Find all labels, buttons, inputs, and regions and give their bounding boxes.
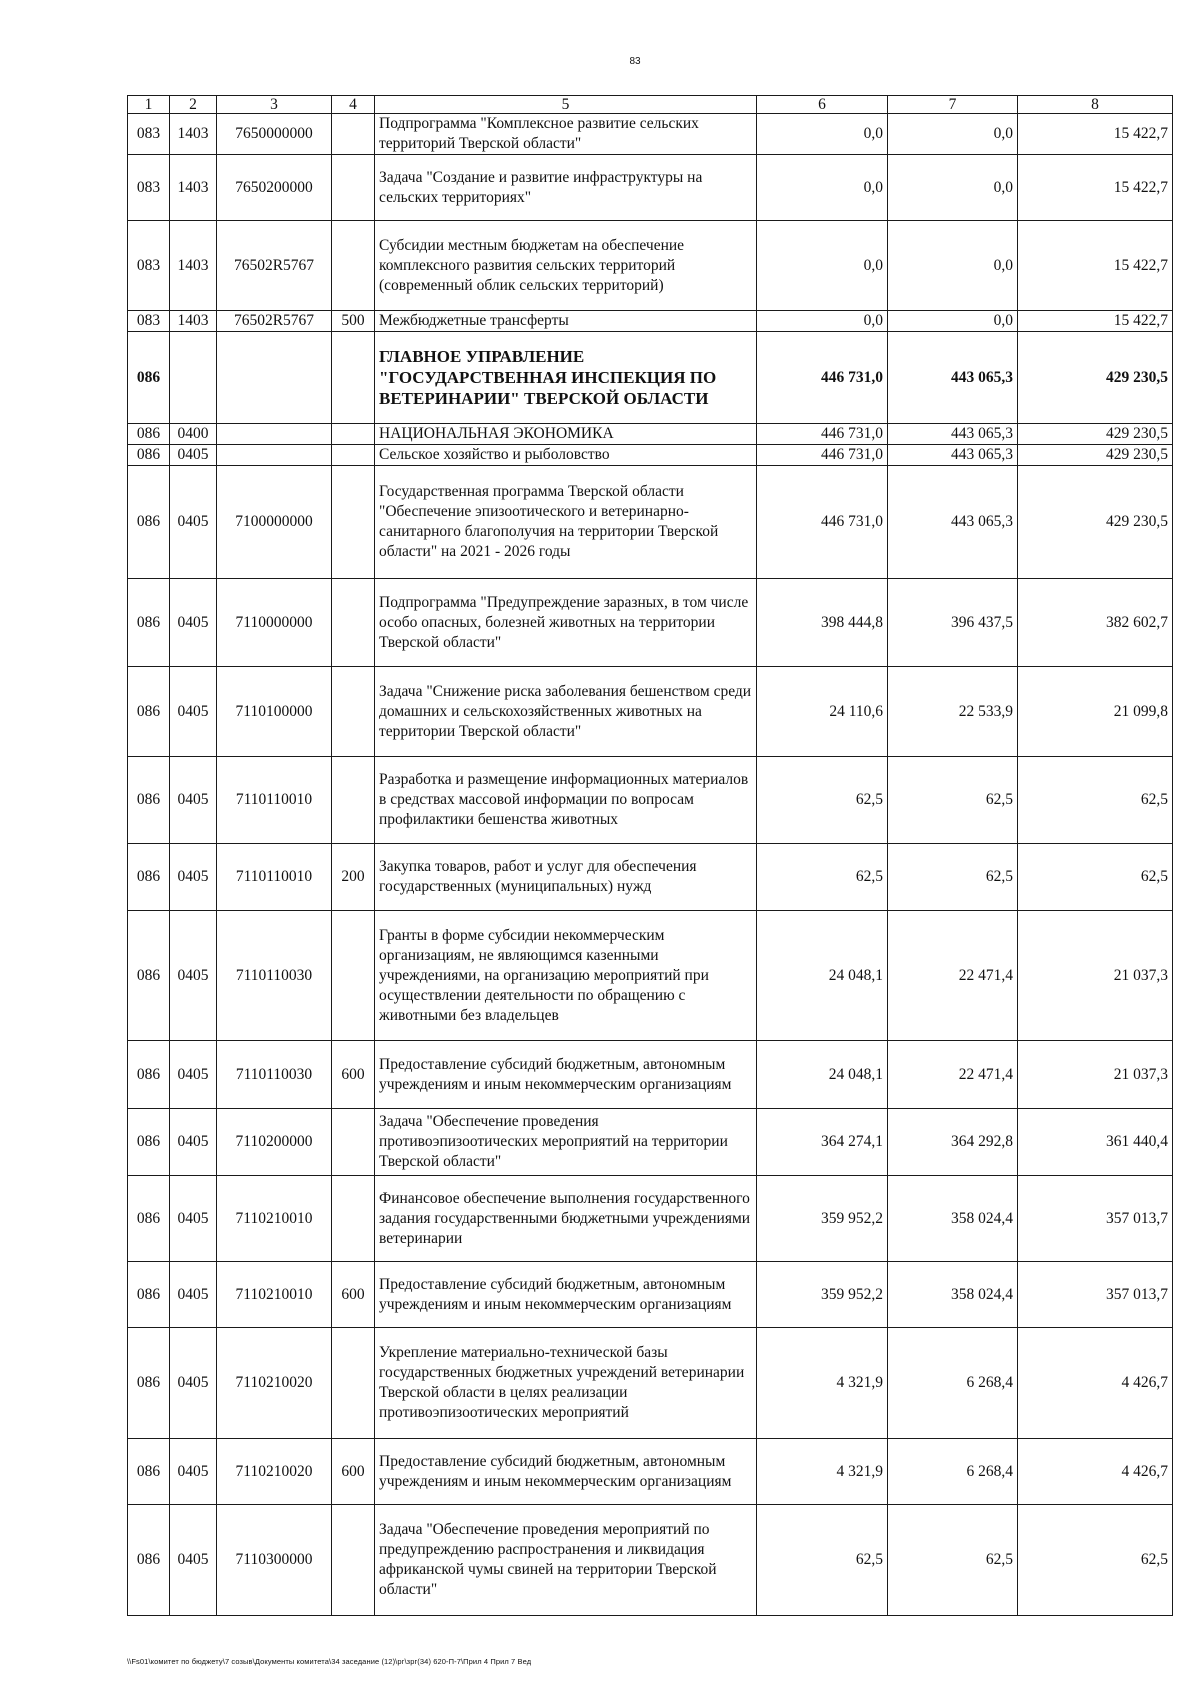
ministry-code-cell: 086 <box>128 1505 170 1616</box>
amount-2024-cell: 446 731,0 <box>757 466 888 579</box>
target-item-cell: 7110200000 <box>217 1109 332 1176</box>
target-item-cell: 76502R5767 <box>217 221 332 311</box>
description-cell: Задача "Обеспечение проведения мероприятий по предупреждению распространения и ликвидация африканской чумы свиней на территории Тверской области" <box>375 1505 757 1616</box>
target-item-cell <box>217 332 332 424</box>
ministry-code-cell: 083 <box>128 114 170 155</box>
amount-2026-cell: 357 013,7 <box>1018 1176 1173 1262</box>
table-row <box>128 579 1173 667</box>
target-item-cell: 76502R5767 <box>217 311 332 332</box>
target-item-cell: 7110110010 <box>217 844 332 911</box>
ministry-code-cell: 086 <box>128 844 170 911</box>
amount-2026-cell: 21 099,8 <box>1018 667 1173 757</box>
header-cell: 1 <box>128 96 170 114</box>
ministry-code-cell: 086 <box>128 1262 170 1328</box>
amount-2026-cell: 21 037,3 <box>1018 1041 1173 1109</box>
amount-2026-cell: 429 230,5 <box>1018 424 1173 445</box>
ministry-code-cell: 086 <box>128 466 170 579</box>
expense-type-cell: 600 <box>332 1041 375 1109</box>
description-cell: Задача "Обеспечение проведения противоэпизоотических мероприятий на территории Тверской области" <box>375 1109 757 1176</box>
expense-type-cell <box>332 757 375 844</box>
footer-file-path: \\Fs01\комитет по бюджету\7 созыв\Документы комитета\34 заседание (12)\рг\зрг(34) 620-П-7\Прил 4 Прил 7 Вед <box>127 1657 532 1666</box>
section-code-cell: 0405 <box>170 1262 217 1328</box>
description-cell: Субсидии местным бюджетам на обеспечение комплексного развития сельских территорий (современный облик сельских территорий) <box>375 221 757 311</box>
section-code-cell: 1403 <box>170 311 217 332</box>
section-code-cell: 0405 <box>170 445 217 466</box>
description-cell: Задача "Снижение риска заболевания бешенством среди домашних и сельскохозяйственных животных на территории Тверской области" <box>375 667 757 757</box>
expense-type-cell: 200 <box>332 844 375 911</box>
header-cell: 3 <box>217 96 332 114</box>
ministry-code-cell: 086 <box>128 332 170 424</box>
ministry-code-cell: 086 <box>128 445 170 466</box>
amount-2026-cell: 62,5 <box>1018 1505 1173 1616</box>
description-cell: Разработка и размещение информационных материалов в средствах массовой информации по вопросам профилактики бешенства животных <box>375 757 757 844</box>
amount-2024-cell: 24 048,1 <box>757 911 888 1041</box>
description-cell: ГЛАВНОЕ УПРАВЛЕНИЕ "ГОСУДАРСТВЕННАЯ ИНСПЕКЦИЯ ПО ВЕТЕРИНАРИИ" ТВЕРСКОЙ ОБЛАСТИ <box>375 332 757 424</box>
header-cell: 5 <box>375 96 757 114</box>
target-item-cell: 7650200000 <box>217 155 332 221</box>
ministry-code-cell: 086 <box>128 1109 170 1176</box>
amount-2026-cell: 382 602,7 <box>1018 579 1173 667</box>
table-row <box>128 1328 1173 1439</box>
description-cell: Межбюджетные трансферты <box>375 311 757 332</box>
table-row <box>128 757 1173 844</box>
target-item-cell <box>217 424 332 445</box>
description-cell: Гранты в форме субсидии некоммерческим организациям, не являющимся казенными учреждениями, на организацию мероприятий при осуществлении деятельности по обращению с животными без владельцев <box>375 911 757 1041</box>
description-cell: Сельское хозяйство и рыболовство <box>375 445 757 466</box>
table-row <box>128 221 1173 311</box>
amount-2025-cell: 22 533,9 <box>888 667 1018 757</box>
page-number: 83 <box>629 56 641 67</box>
section-code-cell <box>170 332 217 424</box>
amount-2026-cell: 62,5 <box>1018 844 1173 911</box>
amount-2026-cell: 21 037,3 <box>1018 911 1173 1041</box>
header-cell: 7 <box>888 96 1018 114</box>
expense-type-cell: 500 <box>332 311 375 332</box>
target-item-cell: 7110210010 <box>217 1176 332 1262</box>
target-item-cell: 7110210020 <box>217 1328 332 1439</box>
section-code-cell: 0405 <box>170 1109 217 1176</box>
amount-2025-cell: 0,0 <box>888 155 1018 221</box>
description-cell: Предоставление субсидий бюджетным, автономным учреждениям и иным некоммерческим организациям <box>375 1262 757 1328</box>
expense-type-cell <box>332 911 375 1041</box>
expense-type-cell <box>332 445 375 466</box>
amount-2025-cell: 6 268,4 <box>888 1439 1018 1505</box>
amount-2026-cell: 15 422,7 <box>1018 155 1173 221</box>
description-cell: Предоставление субсидий бюджетным, автономным учреждениям и иным некоммерческим организациям <box>375 1041 757 1109</box>
ministry-code-cell: 086 <box>128 757 170 844</box>
amount-2024-cell: 0,0 <box>757 155 888 221</box>
ministry-code-cell: 083 <box>128 155 170 221</box>
section-code-cell: 0405 <box>170 911 217 1041</box>
section-code-cell: 1403 <box>170 114 217 155</box>
table-row <box>128 911 1173 1041</box>
amount-2026-cell: 4 426,7 <box>1018 1439 1173 1505</box>
amount-2025-cell: 396 437,5 <box>888 579 1018 667</box>
amount-2025-cell: 22 471,4 <box>888 911 1018 1041</box>
section-code-cell: 0405 <box>170 1176 217 1262</box>
expense-type-cell <box>332 1328 375 1439</box>
header-cell: 4 <box>332 96 375 114</box>
ministry-code-cell: 086 <box>128 911 170 1041</box>
amount-2024-cell: 446 731,0 <box>757 424 888 445</box>
description-cell: Предоставление субсидий бюджетным, автономным учреждениям и иным некоммерческим организациям <box>375 1439 757 1505</box>
amount-2024-cell: 446 731,0 <box>757 445 888 466</box>
amount-2025-cell: 443 065,3 <box>888 424 1018 445</box>
table-row <box>128 1109 1173 1176</box>
amount-2024-cell: 364 274,1 <box>757 1109 888 1176</box>
ministry-code-cell: 086 <box>128 1176 170 1262</box>
section-code-cell: 0405 <box>170 1505 217 1616</box>
amount-2026-cell: 361 440,4 <box>1018 1109 1173 1176</box>
amount-2026-cell: 429 230,5 <box>1018 445 1173 466</box>
amount-2024-cell: 62,5 <box>757 757 888 844</box>
target-item-cell: 7110210010 <box>217 1262 332 1328</box>
ministry-code-cell: 086 <box>128 1328 170 1439</box>
amount-2024-cell: 4 321,9 <box>757 1328 888 1439</box>
expense-type-cell <box>332 221 375 311</box>
expense-type-cell <box>332 155 375 221</box>
amount-2024-cell: 359 952,2 <box>757 1262 888 1328</box>
section-code-cell: 0405 <box>170 1328 217 1439</box>
amount-2024-cell: 62,5 <box>757 1505 888 1616</box>
table-row <box>128 466 1173 579</box>
amount-2026-cell: 62,5 <box>1018 757 1173 844</box>
expense-type-cell <box>332 1109 375 1176</box>
description-cell: НАЦИОНАЛЬНАЯ ЭКОНОМИКА <box>375 424 757 445</box>
expense-type-cell <box>332 579 375 667</box>
description-cell: Государственная программа Тверской области "Обеспечение эпизоотического и ветеринарно-санитарного благополучия на территории Тверской области" на 2021 - 2026 годы <box>375 466 757 579</box>
section-code-cell: 0405 <box>170 1041 217 1109</box>
section-code-cell: 0405 <box>170 579 217 667</box>
header-cell: 8 <box>1018 96 1173 114</box>
amount-2024-cell: 0,0 <box>757 114 888 155</box>
section-code-cell: 0405 <box>170 844 217 911</box>
amount-2025-cell: 0,0 <box>888 114 1018 155</box>
amount-2024-cell: 24 048,1 <box>757 1041 888 1109</box>
ministry-code-cell: 083 <box>128 311 170 332</box>
expense-type-cell <box>332 424 375 445</box>
amount-2026-cell: 15 422,7 <box>1018 114 1173 155</box>
target-item-cell: 7110100000 <box>217 667 332 757</box>
description-cell: Подпрограмма "Предупреждение заразных, в том числе особо опасных, болезней животных на территории Тверской области" <box>375 579 757 667</box>
description-cell: Закупка товаров, работ и услуг для обеспечения государственных (муниципальных) нужд <box>375 844 757 911</box>
target-item-cell: 7100000000 <box>217 466 332 579</box>
table-row <box>128 667 1173 757</box>
target-item-cell: 7650000000 <box>217 114 332 155</box>
expense-type-cell <box>332 667 375 757</box>
target-item-cell: 7110210020 <box>217 1439 332 1505</box>
amount-2025-cell: 0,0 <box>888 221 1018 311</box>
header-cell: 6 <box>757 96 888 114</box>
amount-2025-cell: 364 292,8 <box>888 1109 1018 1176</box>
amount-2024-cell: 0,0 <box>757 311 888 332</box>
amount-2025-cell: 443 065,3 <box>888 332 1018 424</box>
amount-2026-cell: 357 013,7 <box>1018 1262 1173 1328</box>
section-code-cell: 1403 <box>170 221 217 311</box>
ministry-code-cell: 086 <box>128 1439 170 1505</box>
amount-2024-cell: 4 321,9 <box>757 1439 888 1505</box>
section-code-cell: 0405 <box>170 1439 217 1505</box>
expense-type-cell <box>332 332 375 424</box>
amount-2026-cell: 429 230,5 <box>1018 332 1173 424</box>
table-row <box>128 445 1173 466</box>
section-code-cell: 1403 <box>170 155 217 221</box>
amount-2024-cell: 359 952,2 <box>757 1176 888 1262</box>
section-code-cell: 0405 <box>170 757 217 844</box>
target-item-cell: 7110300000 <box>217 1505 332 1616</box>
section-code-cell: 0405 <box>170 466 217 579</box>
target-item-cell: 7110110010 <box>217 757 332 844</box>
amount-2025-cell: 358 024,4 <box>888 1176 1018 1262</box>
target-item-cell: 7110110030 <box>217 911 332 1041</box>
expense-type-cell <box>332 114 375 155</box>
amount-2025-cell: 22 471,4 <box>888 1041 1018 1109</box>
table-row <box>128 1262 1173 1328</box>
ministry-code-cell: 086 <box>128 579 170 667</box>
table-header-row <box>128 96 1173 114</box>
ministry-code-cell: 086 <box>128 424 170 445</box>
expense-type-cell: 600 <box>332 1262 375 1328</box>
amount-2025-cell: 62,5 <box>888 1505 1018 1616</box>
amount-2025-cell: 443 065,3 <box>888 466 1018 579</box>
amount-2024-cell: 0,0 <box>757 221 888 311</box>
expense-type-cell <box>332 466 375 579</box>
ministry-code-cell: 083 <box>128 221 170 311</box>
amount-2024-cell: 62,5 <box>757 844 888 911</box>
amount-2026-cell: 15 422,7 <box>1018 221 1173 311</box>
amount-2026-cell: 4 426,7 <box>1018 1328 1173 1439</box>
ministry-code-cell: 086 <box>128 667 170 757</box>
table-row <box>128 332 1173 424</box>
table-row <box>128 1041 1173 1109</box>
table-row <box>128 155 1173 221</box>
amount-2026-cell: 15 422,7 <box>1018 311 1173 332</box>
expense-type-cell <box>332 1176 375 1262</box>
target-item-cell: 7110110030 <box>217 1041 332 1109</box>
expense-type-cell: 600 <box>332 1439 375 1505</box>
target-item-cell <box>217 445 332 466</box>
amount-2024-cell: 446 731,0 <box>757 332 888 424</box>
amount-2025-cell: 358 024,4 <box>888 1262 1018 1328</box>
amount-2025-cell: 0,0 <box>888 311 1018 332</box>
description-cell: Подпрограмма "Комплексное развитие сельских территорий Тверской области" <box>375 114 757 155</box>
expense-type-cell <box>332 1505 375 1616</box>
section-code-cell: 0405 <box>170 667 217 757</box>
description-cell: Финансовое обеспечение выполнения государственного задания государственными бюджетными учреждениями ветеринарии <box>375 1176 757 1262</box>
table-row <box>128 844 1173 911</box>
amount-2025-cell: 62,5 <box>888 844 1018 911</box>
amount-2024-cell: 398 444,8 <box>757 579 888 667</box>
table-row <box>128 1505 1173 1616</box>
table-row <box>128 1176 1173 1262</box>
amount-2025-cell: 443 065,3 <box>888 445 1018 466</box>
ministry-code-cell: 086 <box>128 1041 170 1109</box>
table-row <box>128 114 1173 155</box>
table-row <box>128 424 1173 445</box>
amount-2024-cell: 24 110,6 <box>757 667 888 757</box>
target-item-cell: 7110000000 <box>217 579 332 667</box>
description-cell: Укрепление материально-технической базы государственных бюджетных учреждений ветеринарии Тверской области в целях реализации противоэпизоотических мероприятий <box>375 1328 757 1439</box>
table-row <box>128 1439 1173 1505</box>
table-row <box>128 311 1173 332</box>
header-cell: 2 <box>170 96 217 114</box>
amount-2025-cell: 6 268,4 <box>888 1328 1018 1439</box>
amount-2025-cell: 62,5 <box>888 757 1018 844</box>
section-code-cell: 0400 <box>170 424 217 445</box>
budget-table <box>127 95 1173 1616</box>
description-cell: Задача "Создание и развитие инфраструктуры на сельских территориях" <box>375 155 757 221</box>
amount-2026-cell: 429 230,5 <box>1018 466 1173 579</box>
